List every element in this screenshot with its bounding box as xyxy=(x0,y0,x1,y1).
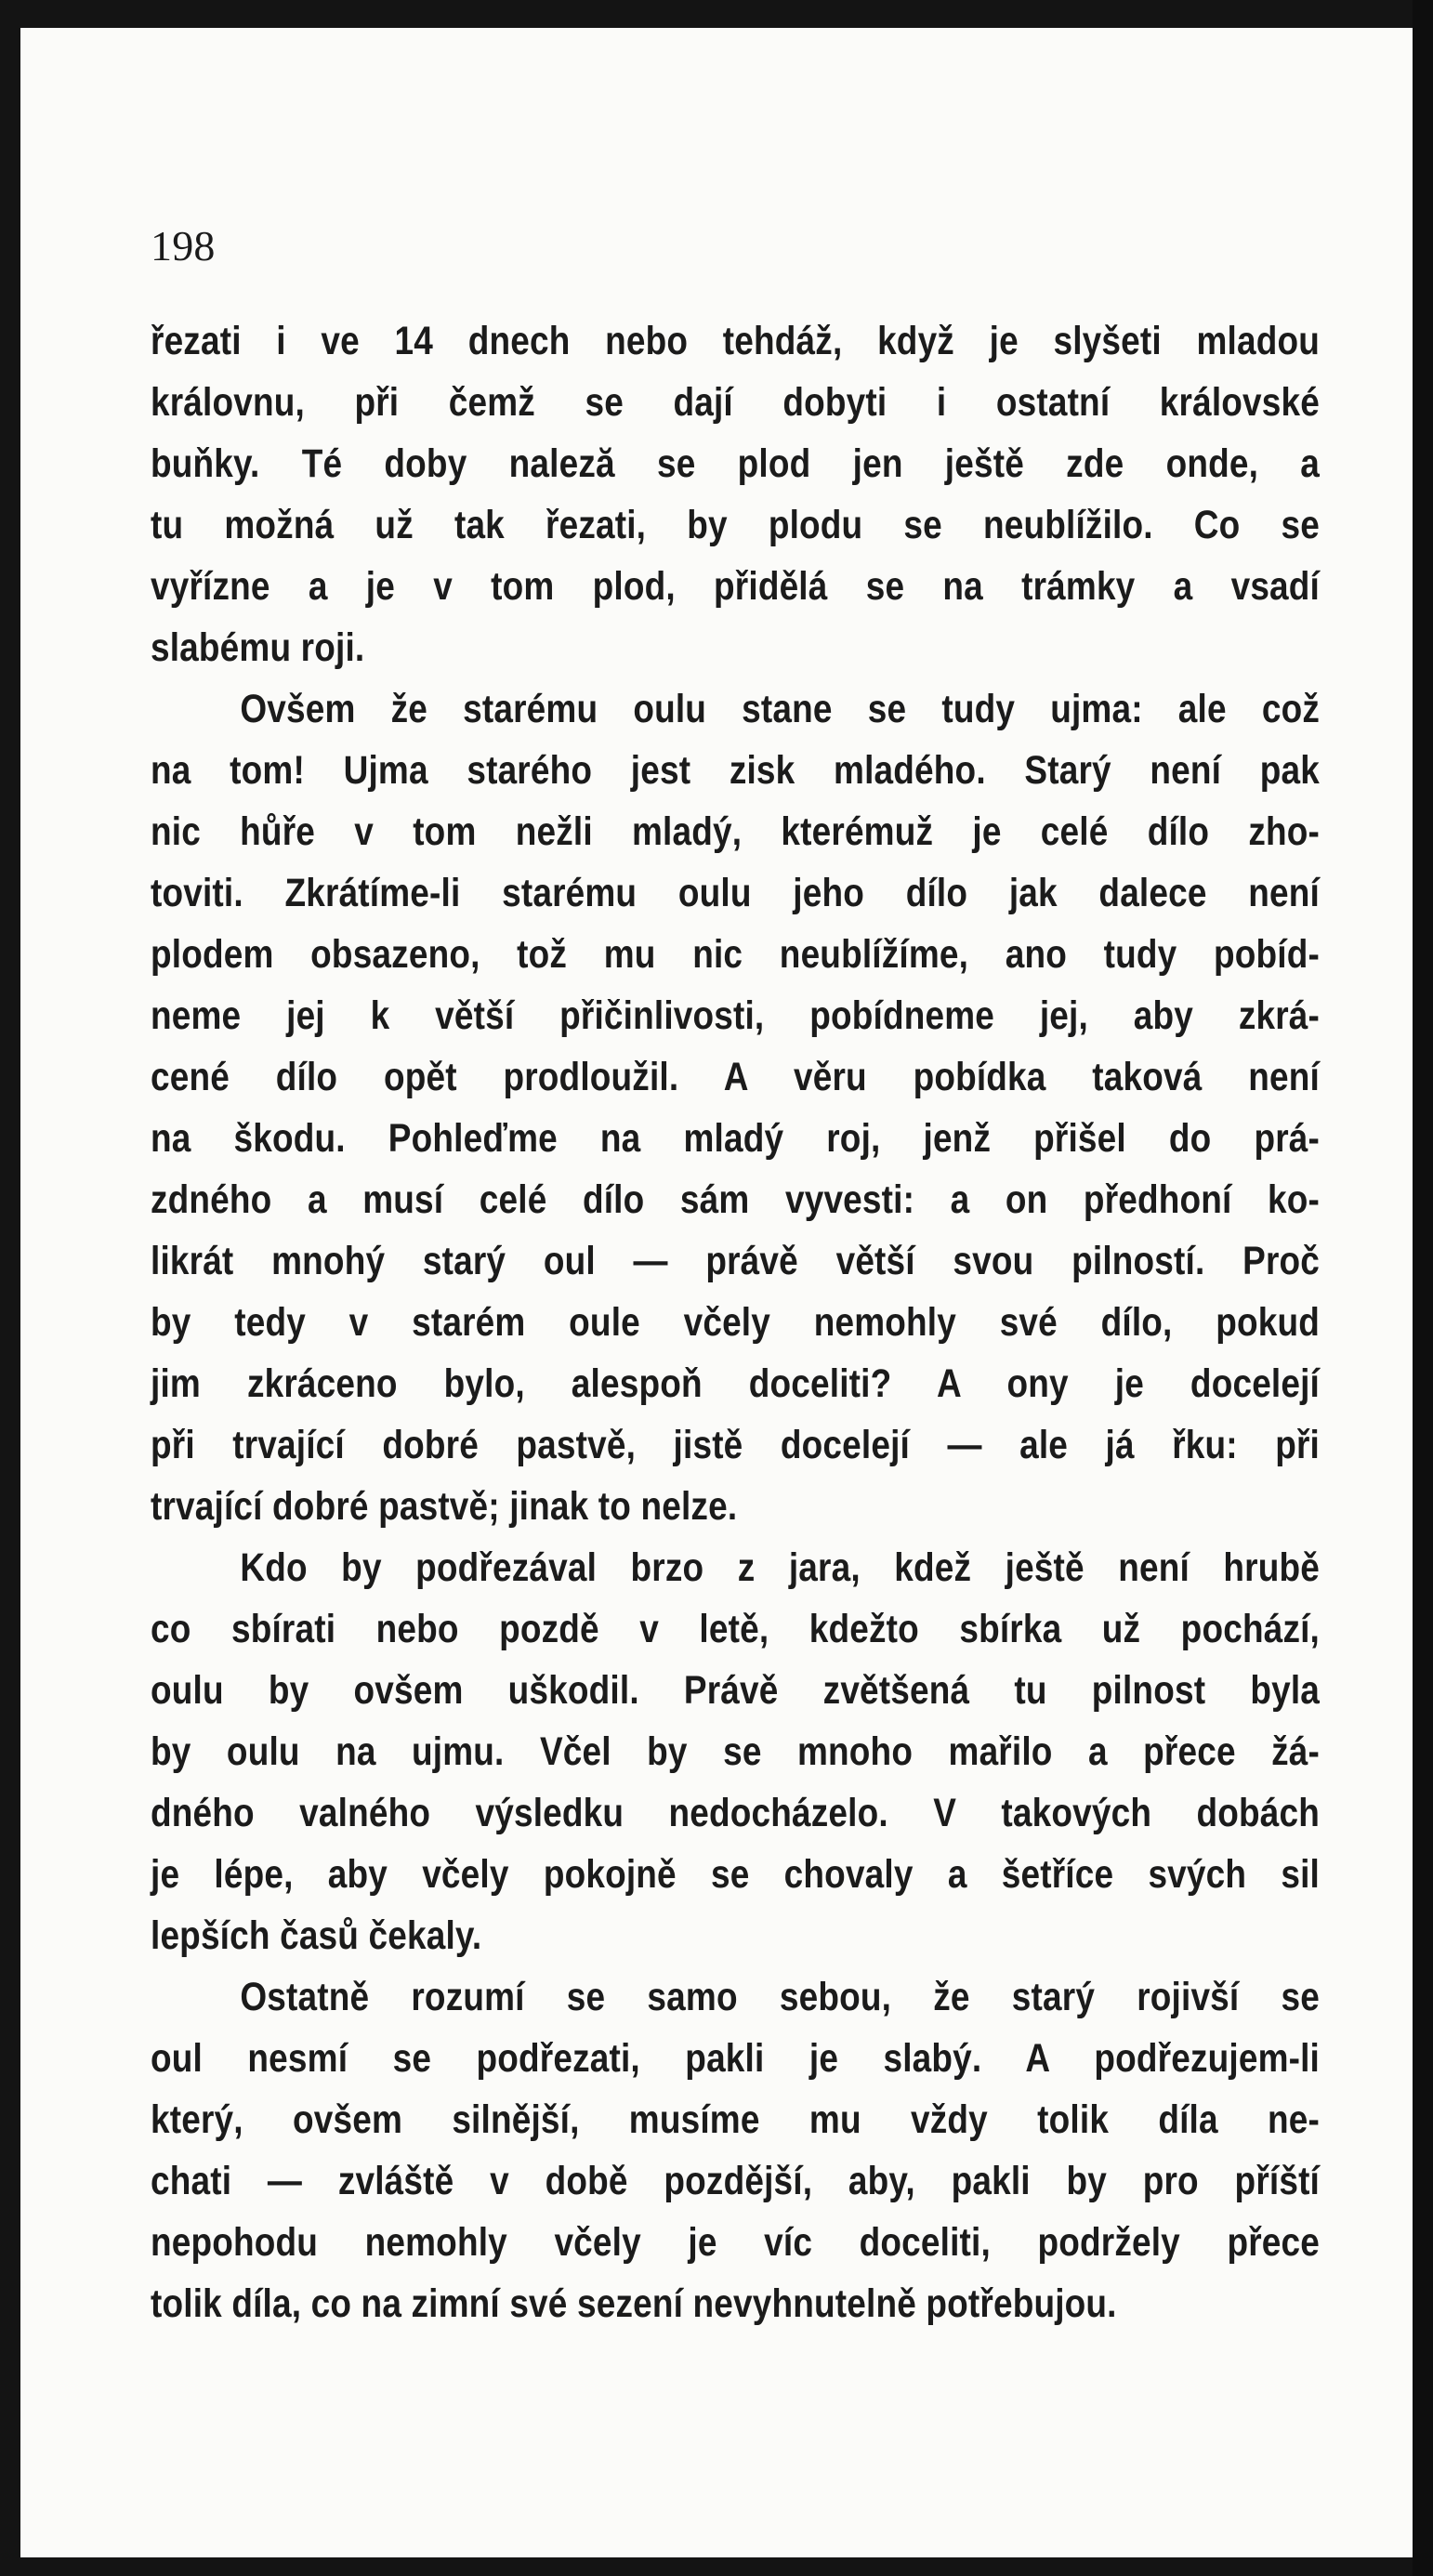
text-line: při trvající dobré pastvě, jistě docelejí — ale já řku: při xyxy=(151,1423,1321,1467)
text-line: jim zkráceno bylo, alespoň doceliti? A ony je docelejí xyxy=(151,1361,1321,1406)
text-line: oulu by ovšem uškodil. Právě zvětšená tu pilnost byla xyxy=(151,1668,1321,1713)
text-line: slabému roji. xyxy=(151,625,365,670)
text-line: buňky. Té doby naleză se plod jen ještě zde onde, a xyxy=(151,441,1321,486)
text-line: lepších časů čekaly. xyxy=(151,1913,482,1958)
text-line: oul nesmí se podřezati, pakli je slabý. A podřezujem-li xyxy=(151,2036,1321,2081)
text-line-paragraph-start: Ostatně rozumí se samo sebou, že starý rojivší se xyxy=(240,1975,1321,2019)
text-line-paragraph-start: Ovšem že starému oulu stane se tudy ujma: ale což xyxy=(240,687,1321,731)
text-line: je lépe, aby včely pokojně se chovaly a šetříce svých sil xyxy=(151,1852,1321,1897)
page-text xyxy=(151,214,1320,2334)
book-page xyxy=(20,28,1414,2557)
text-line: neme jej k větší přičinlivosti, pobídneme jej, aby zkrá- xyxy=(151,993,1321,1038)
text-line: na tom! Ujma starého jest zisk mladého. Starý není pak xyxy=(151,748,1321,793)
text-line: plodem obsazeno, tož mu nic neublížíme, ano tudy pobíd- xyxy=(151,932,1321,977)
text-line: toviti. Zkrátíme-li starému oulu jeho dílo jak dalece není xyxy=(151,871,1321,915)
text-line: dného valného výsledku nedocházelo. V takových dobách xyxy=(151,1791,1321,1835)
text-line: tu možná už tak řezati, by plodu se neublížilo. Co se xyxy=(151,503,1321,547)
text-line: řezati i ve 14 dnech nebo tehdáž, když je slyšeti mladou xyxy=(151,319,1321,363)
text-line: trvající dobré pastvě; jinak to nelze. xyxy=(151,1484,738,1529)
text-line: vyřízne a je v tom plod, přidělá se na trámky a vsadí xyxy=(151,564,1321,609)
text-line: nic hůře v tom nežli mladý, kterémuž je celé dílo zho- xyxy=(151,809,1321,854)
text-line: by oulu na ujmu. Včel by se mnoho mařilo a přece žá- xyxy=(151,1729,1321,1774)
text-line: cené dílo opět prodloužil. A věru pobídka taková není xyxy=(151,1055,1321,1099)
text-line: na škodu. Pohleďme na mladý roj, jenž přišel do prá- xyxy=(151,1116,1321,1161)
text-line: který, ovšem silnější, musíme mu vždy tolik díla ne- xyxy=(151,2097,1321,2142)
text-line: likrát mnohý starý oul — právě větší svou pilností. Proč xyxy=(151,1239,1321,1283)
text-line: zdného a musí celé dílo sám vyvesti: a on předhoní ko- xyxy=(151,1177,1321,1222)
text-line: tolik díla, co na zimní své sezení nevyhnutelně potřebujou. xyxy=(151,2281,1117,2326)
text-line: by tedy v starém oule včely nemohly své dílo, pokud xyxy=(151,1300,1321,1345)
text-line: královnu, při čemž se dají dobyti i ostatní královské xyxy=(151,380,1321,425)
scan-edge-shadow xyxy=(1413,0,1433,2576)
text-line: chati — zvláště v době pozdější, aby, pakli by pro příští xyxy=(151,2159,1321,2203)
page-number: 198 xyxy=(151,222,216,269)
text-line-paragraph-start: Kdo by podřezával brzo z jara, kdež ještě není hrubě xyxy=(240,1545,1321,1590)
text-line: co sbírati nebo pozdě v letě, kdežto sbírka už pochází, xyxy=(151,1607,1321,1651)
text-line: nepohodu nemohly včely je víc doceliti, podržely přece xyxy=(151,2220,1321,2265)
